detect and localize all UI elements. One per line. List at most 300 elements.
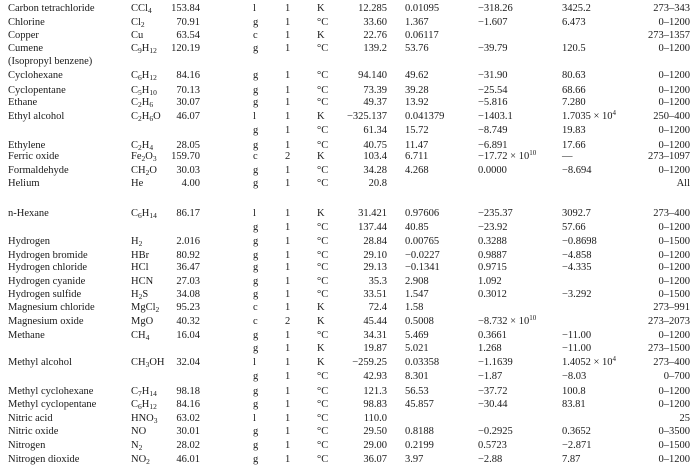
form-index: 1 bbox=[285, 371, 291, 382]
form-index: 1 bbox=[285, 440, 291, 451]
temperature-range: 0–700 bbox=[663, 371, 690, 382]
formula-subscript: 12 bbox=[149, 46, 157, 55]
coef-c bbox=[478, 85, 508, 97]
formula-element: C bbox=[131, 140, 139, 151]
table-row bbox=[0, 330, 700, 342]
temperature-unit: °C bbox=[317, 399, 329, 410]
coef-a: 110.0 bbox=[363, 413, 387, 424]
coef-b bbox=[405, 276, 429, 288]
coef-c bbox=[478, 289, 507, 301]
formula-subscript: 6 bbox=[138, 73, 142, 82]
form-index: 1 bbox=[285, 85, 291, 96]
molecular-weight: 46.01 bbox=[176, 454, 200, 465]
temperature-range: 25 bbox=[679, 413, 690, 424]
form-index: 1 bbox=[285, 30, 291, 41]
coef-d bbox=[562, 151, 573, 163]
coef-c bbox=[478, 262, 507, 274]
temperature-unit: K bbox=[317, 208, 325, 219]
temperature-unit: °C bbox=[317, 330, 329, 341]
coef-b-value: 49.62 bbox=[405, 70, 429, 81]
formula-subscript: 12 bbox=[149, 402, 157, 411]
temperature-unit: °C bbox=[317, 250, 329, 261]
form-index: 1 bbox=[285, 140, 291, 151]
coef-d-value: −2.871 bbox=[562, 440, 592, 451]
coef-d bbox=[562, 165, 592, 177]
temperature-range: 0–1200 bbox=[658, 165, 690, 176]
compound-name: Nitrogen bbox=[8, 440, 46, 451]
formula bbox=[131, 330, 149, 342]
formula-element: CH bbox=[131, 165, 146, 176]
coef-c bbox=[478, 399, 508, 411]
formula-subscript: 6 bbox=[149, 100, 154, 109]
molecular-weight: 63.54 bbox=[176, 30, 200, 41]
coef-d-value: −8.694 bbox=[562, 165, 592, 176]
coef-b bbox=[405, 426, 434, 438]
molecular-weight: 34.08 bbox=[176, 289, 200, 300]
temperature-unit: °C bbox=[317, 236, 329, 247]
coef-d-value: 80.63 bbox=[562, 70, 586, 81]
coef-b-value: 0.03358 bbox=[405, 357, 440, 368]
coef-c bbox=[478, 276, 502, 288]
formula-subscript: 3 bbox=[152, 154, 157, 163]
molecular-weight: 16.04 bbox=[176, 330, 200, 341]
table-row bbox=[0, 151, 700, 163]
coef-a: 121.3 bbox=[363, 386, 387, 397]
form-index: 1 bbox=[285, 302, 291, 313]
temperature-unit: K bbox=[317, 3, 325, 14]
coef-b bbox=[405, 30, 439, 42]
coef-c bbox=[478, 250, 507, 262]
formula-element: HNO bbox=[131, 413, 154, 424]
coef-d bbox=[562, 386, 586, 398]
compound-name: Formaldehyde bbox=[8, 165, 69, 176]
coef-c-value: 0.9715 bbox=[478, 262, 507, 273]
coef-a: 33.60 bbox=[363, 17, 387, 28]
coef-a: 98.83 bbox=[363, 399, 387, 410]
formula bbox=[131, 178, 143, 190]
coef-d-value: 1.4052 × 10 bbox=[562, 357, 613, 368]
temperature-range: 273–343 bbox=[653, 3, 690, 14]
coef-b-value: 11.47 bbox=[405, 140, 429, 151]
formula bbox=[131, 3, 152, 15]
coef-a: 19.87 bbox=[363, 343, 387, 354]
coef-a: 29.10 bbox=[363, 250, 387, 261]
formula-element: MgCl bbox=[131, 302, 156, 313]
formula-element: H bbox=[141, 70, 150, 81]
coef-d-value: 100.8 bbox=[562, 386, 586, 397]
table-row bbox=[0, 289, 700, 301]
formula-subscript: 2 bbox=[138, 292, 143, 301]
temperature-range: 0–1200 bbox=[658, 399, 690, 410]
formula-subscript: 14 bbox=[149, 389, 157, 398]
form-index: 1 bbox=[285, 454, 291, 465]
coef-b-value: 40.85 bbox=[405, 222, 429, 233]
form-index: 1 bbox=[285, 165, 291, 176]
temperature-unit: °C bbox=[317, 165, 329, 176]
formula-element: S bbox=[142, 289, 149, 300]
coef-c-exponent: 10 bbox=[529, 149, 537, 157]
form-index: 1 bbox=[285, 399, 291, 410]
compound-name: Chlorine bbox=[8, 17, 45, 28]
coef-c bbox=[478, 343, 502, 355]
formula-element: C bbox=[131, 97, 139, 108]
state: g bbox=[253, 70, 259, 81]
coef-b-value: −0.0227 bbox=[405, 250, 440, 261]
coef-c bbox=[478, 386, 508, 398]
state: g bbox=[253, 343, 259, 354]
formula bbox=[131, 250, 149, 262]
coef-d-value: −4.335 bbox=[562, 262, 592, 273]
state: g bbox=[253, 371, 259, 382]
formula-element: N bbox=[131, 440, 139, 451]
formula-subscript: 14 bbox=[149, 211, 157, 220]
formula-element: C bbox=[131, 399, 139, 410]
formula-element: CH bbox=[131, 357, 146, 368]
form-index: 1 bbox=[285, 386, 291, 397]
coef-d bbox=[562, 236, 597, 248]
coef-c-value: −39.79 bbox=[478, 43, 508, 54]
coef-a: −259.25 bbox=[352, 357, 387, 368]
temperature-range: 273–400 bbox=[653, 208, 690, 219]
coef-b-value: 15.72 bbox=[405, 125, 429, 136]
coef-d bbox=[562, 454, 580, 466]
state: g bbox=[253, 236, 259, 247]
coef-a: 29.50 bbox=[363, 426, 387, 437]
coef-b bbox=[405, 3, 439, 15]
formula-subscript: 3 bbox=[153, 416, 158, 425]
temperature-range: 250–400 bbox=[653, 111, 690, 122]
coef-d bbox=[562, 440, 592, 452]
coef-c-value: −37.72 bbox=[478, 386, 508, 397]
temperature-unit: °C bbox=[317, 97, 329, 108]
temperature-unit: K bbox=[317, 30, 325, 41]
coef-a: 29.00 bbox=[363, 440, 387, 451]
formula-subscript: 2 bbox=[138, 239, 143, 248]
state: l bbox=[253, 3, 256, 14]
table-row bbox=[0, 302, 700, 314]
form-index: 1 bbox=[285, 276, 291, 287]
temperature-unit: °C bbox=[317, 413, 329, 424]
formula-subscript: 2 bbox=[146, 457, 150, 466]
temperature-unit: °C bbox=[317, 222, 329, 233]
coef-d-value: 83.81 bbox=[562, 399, 586, 410]
coef-b-value: 1.58 bbox=[405, 302, 424, 313]
temperature-range: 0–1200 bbox=[658, 125, 690, 136]
coef-a: 61.34 bbox=[363, 125, 387, 136]
coef-d bbox=[562, 208, 591, 220]
coef-b bbox=[405, 85, 429, 97]
coef-c-value: −31.90 bbox=[478, 70, 508, 81]
coef-c-value: −235.37 bbox=[478, 208, 513, 219]
table-row bbox=[0, 97, 700, 109]
form-index: 1 bbox=[285, 43, 291, 54]
compound-name: Cyclohexane bbox=[8, 70, 63, 81]
coef-d-value: −0.8698 bbox=[562, 236, 597, 247]
coef-c-value: −1403.1 bbox=[478, 111, 513, 122]
coef-d-value: 7.87 bbox=[562, 454, 581, 465]
state: g bbox=[253, 178, 259, 189]
coef-d-value: −11.00 bbox=[562, 343, 592, 354]
coef-a: 103.4 bbox=[363, 151, 387, 162]
table-row bbox=[0, 386, 700, 398]
formula-element: O bbox=[145, 151, 153, 162]
table-row bbox=[0, 70, 700, 82]
coef-b bbox=[405, 330, 429, 342]
coef-b bbox=[405, 17, 429, 29]
formula bbox=[131, 262, 149, 274]
state: g bbox=[253, 140, 259, 151]
formula-subscript: 6 bbox=[138, 211, 142, 220]
form-index: 1 bbox=[285, 3, 291, 14]
coef-b bbox=[405, 236, 439, 248]
temperature-unit: °C bbox=[317, 178, 329, 189]
coef-b bbox=[405, 440, 434, 452]
temperature-unit: K bbox=[317, 316, 325, 327]
molecular-weight: 30.01 bbox=[176, 426, 200, 437]
coef-b bbox=[405, 316, 434, 328]
table-row bbox=[0, 371, 700, 383]
coef-a: 28.84 bbox=[363, 236, 387, 247]
state: g bbox=[253, 386, 259, 397]
coef-d-value: 120.5 bbox=[562, 43, 586, 54]
temperature-unit: K bbox=[317, 151, 325, 162]
formula-element: NO bbox=[131, 426, 147, 437]
form-index: 1 bbox=[285, 222, 291, 233]
compound-name: Hydrogen cyanide bbox=[8, 276, 86, 287]
coef-d bbox=[562, 70, 586, 82]
coef-a: 137.44 bbox=[358, 222, 387, 233]
formula-element: HBr bbox=[131, 250, 150, 261]
molecular-weight: 80.92 bbox=[176, 250, 200, 261]
coef-c-value: −1.1639 bbox=[478, 357, 513, 368]
coef-c bbox=[478, 426, 513, 438]
coef-b-value: 13.92 bbox=[405, 97, 429, 108]
coef-b bbox=[405, 222, 429, 234]
temperature-range: 273–1357 bbox=[648, 30, 690, 41]
form-index: 1 bbox=[285, 70, 291, 81]
state: c bbox=[253, 151, 258, 162]
formula-subscript: 2 bbox=[138, 100, 142, 109]
formula-element: Cl bbox=[131, 17, 141, 28]
temperature-range: 0–1500 bbox=[658, 236, 690, 247]
form-index: 1 bbox=[285, 111, 291, 122]
temperature-unit: °C bbox=[317, 85, 329, 96]
formula bbox=[131, 17, 145, 29]
compound-name: Nitrogen dioxide bbox=[8, 454, 80, 465]
table-row bbox=[0, 56, 700, 68]
table-row bbox=[0, 165, 700, 177]
temperature-unit: K bbox=[317, 357, 325, 368]
coef-b bbox=[405, 386, 429, 398]
temperature-range: 273–400 bbox=[653, 357, 690, 368]
table-row bbox=[0, 17, 700, 29]
formula bbox=[131, 426, 146, 438]
formula-subscript: 2 bbox=[138, 443, 143, 452]
state: c bbox=[253, 30, 258, 41]
state: g bbox=[253, 454, 259, 465]
coef-b bbox=[405, 208, 439, 220]
coef-d bbox=[562, 250, 592, 262]
temperature-unit: °C bbox=[317, 386, 329, 397]
table-row bbox=[0, 208, 700, 220]
formula-element: H bbox=[141, 85, 150, 96]
molecular-weight: 27.03 bbox=[176, 276, 200, 287]
form-index: 1 bbox=[285, 413, 291, 424]
state: g bbox=[253, 399, 259, 410]
compound-name: Ethane bbox=[8, 97, 38, 108]
temperature-range: 0–3500 bbox=[658, 426, 690, 437]
temperature-range: All bbox=[676, 178, 690, 189]
compound-name: Methyl cyclohexane bbox=[8, 386, 94, 397]
form-index: 1 bbox=[285, 97, 291, 108]
coef-a: 72.4 bbox=[368, 302, 387, 313]
coef-a: 34.31 bbox=[363, 330, 387, 341]
coef-b-value: 5.469 bbox=[405, 330, 429, 341]
coef-d-value: 6.473 bbox=[562, 17, 586, 28]
formula-element: H bbox=[141, 97, 150, 108]
coef-d-value: 17.66 bbox=[562, 140, 586, 151]
formula-subscript: 12 bbox=[149, 73, 157, 82]
table-row bbox=[0, 236, 700, 248]
formula bbox=[131, 440, 142, 452]
coef-d bbox=[562, 85, 586, 97]
compound-name: Copper bbox=[8, 30, 39, 41]
table-row bbox=[0, 43, 700, 55]
compound-name: Hydrogen bromide bbox=[8, 250, 88, 261]
form-index: 1 bbox=[285, 178, 291, 189]
coef-c bbox=[478, 440, 507, 452]
formula-element: C bbox=[131, 208, 139, 219]
coef-b bbox=[405, 97, 429, 109]
formula-subscript: 2 bbox=[141, 154, 146, 163]
table-row bbox=[0, 222, 700, 234]
table-row bbox=[0, 125, 700, 137]
state: c bbox=[253, 316, 258, 327]
temperature-unit: °C bbox=[317, 43, 329, 54]
coef-b bbox=[405, 302, 423, 314]
coef-b-value: 0.06117 bbox=[405, 30, 439, 41]
molecular-weight: 86.17 bbox=[176, 208, 200, 219]
formula-subscript: 7 bbox=[138, 389, 142, 398]
molecular-weight: 70.91 bbox=[176, 17, 200, 28]
formula-subscript: 5 bbox=[138, 88, 142, 97]
formula-element: O bbox=[149, 165, 157, 176]
compound-name: n-Hexane bbox=[8, 208, 49, 219]
coef-b-value: 2.908 bbox=[405, 276, 429, 287]
formula-subscript: 4 bbox=[149, 143, 154, 152]
coef-d bbox=[562, 3, 591, 15]
table-row bbox=[0, 413, 700, 425]
coef-b bbox=[405, 399, 434, 411]
state: g bbox=[253, 85, 259, 96]
coef-d-value: — bbox=[562, 151, 573, 162]
coef-c bbox=[478, 125, 508, 137]
coef-d-value: 3425.2 bbox=[562, 3, 591, 14]
temperature-range: 0–1500 bbox=[658, 289, 690, 300]
coef-b bbox=[405, 262, 440, 274]
temperature-range: 0–1200 bbox=[658, 250, 690, 261]
formula-element: H bbox=[131, 236, 139, 247]
coef-c-value: −5.816 bbox=[478, 97, 508, 108]
formula-subscript: 2 bbox=[140, 20, 145, 29]
formula-subscript: 4 bbox=[145, 333, 150, 342]
table-row bbox=[0, 426, 700, 438]
table-row bbox=[0, 399, 700, 411]
coef-a: 29.13 bbox=[363, 262, 387, 273]
molecular-weight: 36.47 bbox=[176, 262, 200, 273]
coef-b-value: 5.021 bbox=[405, 343, 429, 354]
formula-subscript: 2 bbox=[145, 168, 150, 177]
coef-d bbox=[562, 426, 591, 438]
coef-c bbox=[478, 165, 507, 177]
coef-c bbox=[478, 208, 513, 220]
coef-c-value: −8.732 × 10 bbox=[478, 316, 530, 327]
state: g bbox=[253, 289, 259, 300]
coef-c bbox=[478, 316, 536, 328]
temperature-unit: °C bbox=[317, 454, 329, 465]
coef-b bbox=[405, 371, 429, 383]
coef-b-value: 0.00765 bbox=[405, 236, 440, 247]
coef-c bbox=[478, 70, 508, 82]
molecular-weight: 95.23 bbox=[176, 302, 200, 313]
molecular-weight: 30.07 bbox=[176, 97, 200, 108]
coef-b-value: −0.1341 bbox=[405, 262, 440, 273]
table-row bbox=[0, 250, 700, 262]
coef-b-value: 56.53 bbox=[405, 386, 429, 397]
temperature-range: 0–1200 bbox=[658, 140, 690, 151]
compound-name: Helium bbox=[8, 178, 40, 189]
compound-name: Magnesium chloride bbox=[8, 302, 95, 313]
molecular-weight: 120.19 bbox=[171, 43, 200, 54]
temperature-unit: K bbox=[317, 302, 325, 313]
state: g bbox=[253, 426, 259, 437]
form-index: 2 bbox=[285, 151, 291, 162]
formula-subscript: 4 bbox=[147, 6, 152, 15]
temperature-unit: °C bbox=[317, 125, 329, 136]
coef-c-value: 0.0000 bbox=[478, 165, 507, 176]
temperature-unit: °C bbox=[317, 440, 329, 451]
coef-c-value: 1.092 bbox=[478, 276, 502, 287]
coef-d-value: 57.66 bbox=[562, 222, 586, 233]
compound-name: (Isopropyl benzene) bbox=[8, 56, 93, 67]
formula bbox=[131, 30, 143, 42]
temperature-unit: K bbox=[317, 343, 325, 354]
compound-name: Methyl cyclopentane bbox=[8, 399, 97, 410]
molecular-weight: 28.05 bbox=[176, 140, 200, 151]
temperature-range: 0–1200 bbox=[658, 386, 690, 397]
temperature-unit: °C bbox=[317, 70, 329, 81]
coef-a: 139.2 bbox=[363, 43, 387, 54]
formula-element: C bbox=[131, 111, 139, 122]
coef-b-value: 0.2199 bbox=[405, 440, 434, 451]
coef-c-value: 0.3288 bbox=[478, 236, 507, 247]
coef-c-exponent: 10 bbox=[529, 314, 537, 322]
molecular-weight: 30.03 bbox=[176, 165, 200, 176]
temperature-unit: °C bbox=[317, 262, 329, 273]
table-row bbox=[0, 343, 700, 355]
state: l bbox=[253, 357, 256, 368]
form-index: 1 bbox=[285, 357, 291, 368]
coef-c bbox=[478, 151, 536, 163]
coef-b-value: 1.547 bbox=[405, 289, 429, 300]
molecular-weight: 46.07 bbox=[176, 111, 200, 122]
compound-name: Carbon tetrachloride bbox=[8, 3, 95, 14]
coef-b bbox=[405, 151, 428, 163]
coef-d bbox=[562, 330, 591, 342]
coef-d-exponent: 4 bbox=[612, 109, 617, 117]
coef-c bbox=[478, 222, 508, 234]
coef-b bbox=[405, 70, 429, 82]
